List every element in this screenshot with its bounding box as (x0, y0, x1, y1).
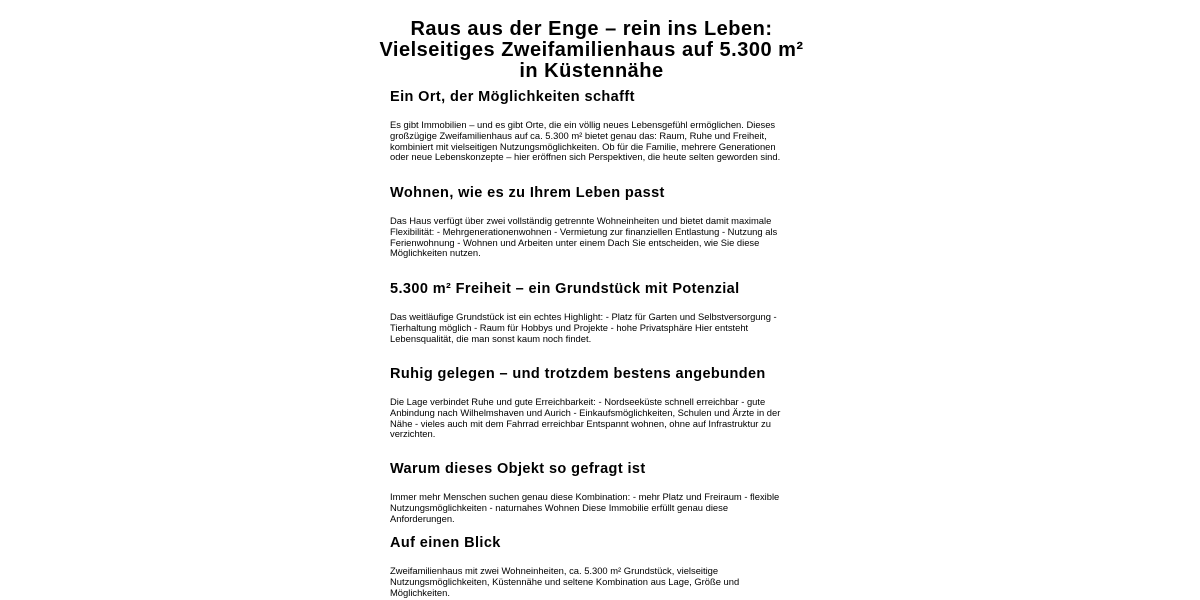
section-heading-overview: Auf einen Blick (390, 535, 501, 551)
section-text-location: Es gibt Immobilien – und es gibt Orte, die ein völlig neues Lebensgefühl ermöglichen. Dieses großzügige Zweifamilienhaus auf ca. 5.300 m² bietet genau das: Raum, Ruhe und Freiheit, kombiniert mit vielseitigen Nutzungsmöglichkeiten. Ob für die Familie, mehrere Generationen oder neue Lebenskonzepte – hier eröffnen sich Perspektiven, die heute selten geworden sind. (390, 119, 781, 163)
section-heading-plot: 5.300 m² Freiheit – ein Grundstück mit Potenzial (390, 281, 740, 297)
section-heading-demand: Warum dieses Objekt so gefragt ist (390, 461, 646, 477)
section-text-overview: Zweifamilienhaus mit zwei Wohneinheiten, ca. 5.300 m² Grundstück, vielseitige Nutzungsmöglichkeiten, Küstennähe und seltene Kombination aus Lage, Größe und Möglichkeiten. (390, 565, 740, 598)
section-text-living: Das Haus verfügt über zwei vollständig getrennte Wohneinheiten und bietet damit maximale Flexibilität: - Mehrgenerationenwohnen - Vermietung zur finanziellen Entlastung - Nutzung als Ferienwohnung - Wohnen und Arbeiten unter einem Dach Sie entscheiden, wie Sie diese Möglichkeiten nutzen. (390, 215, 778, 259)
page-title: Raus aus der Enge – rein ins Leben: Vielseitiges Zweifamilienhaus auf 5.300 m² in Küstennähe (379, 18, 804, 82)
section-text-plot: Das weitläufige Grundstück ist ein echtes Highlight: - Platz für Garten und Selbstversorgung - Tierhaltung möglich - Raum für Hobbys und Projekte - hohe Privatsphäre Hier entsteht Lebensqualität, die man sonst kaum noch findet. (390, 311, 777, 344)
section-text-situation: Die Lage verbindet Ruhe und gute Erreichbarkeit: - Nordseeküste schnell erreichbar - gute Anbindung nach Wilhelmshaven und Aurich - Einkaufsmöglichkeiten, Schulen und Ärzte in der Nähe - vieles auch mit dem Fahrrad erreichbar Entspannt wohnen, ohne auf Infrastruktur zu verzichten. (390, 396, 781, 440)
section-heading-situation: Ruhig gelegen – und trotzdem bestens angebunden (390, 366, 766, 382)
section-text-demand: Immer mehr Menschen suchen genau diese Kombination: - mehr Platz und Freiraum - flexible Nutzungsmöglichkeiten - naturnahes Wohnen Diese Immobilie erfüllt genau diese Anforderungen. (390, 491, 780, 524)
section-heading-location: Ein Ort, der Möglichkeiten schafft (390, 89, 635, 105)
section-heading-living: Wohnen, wie es zu Ihrem Leben passt (390, 185, 665, 201)
